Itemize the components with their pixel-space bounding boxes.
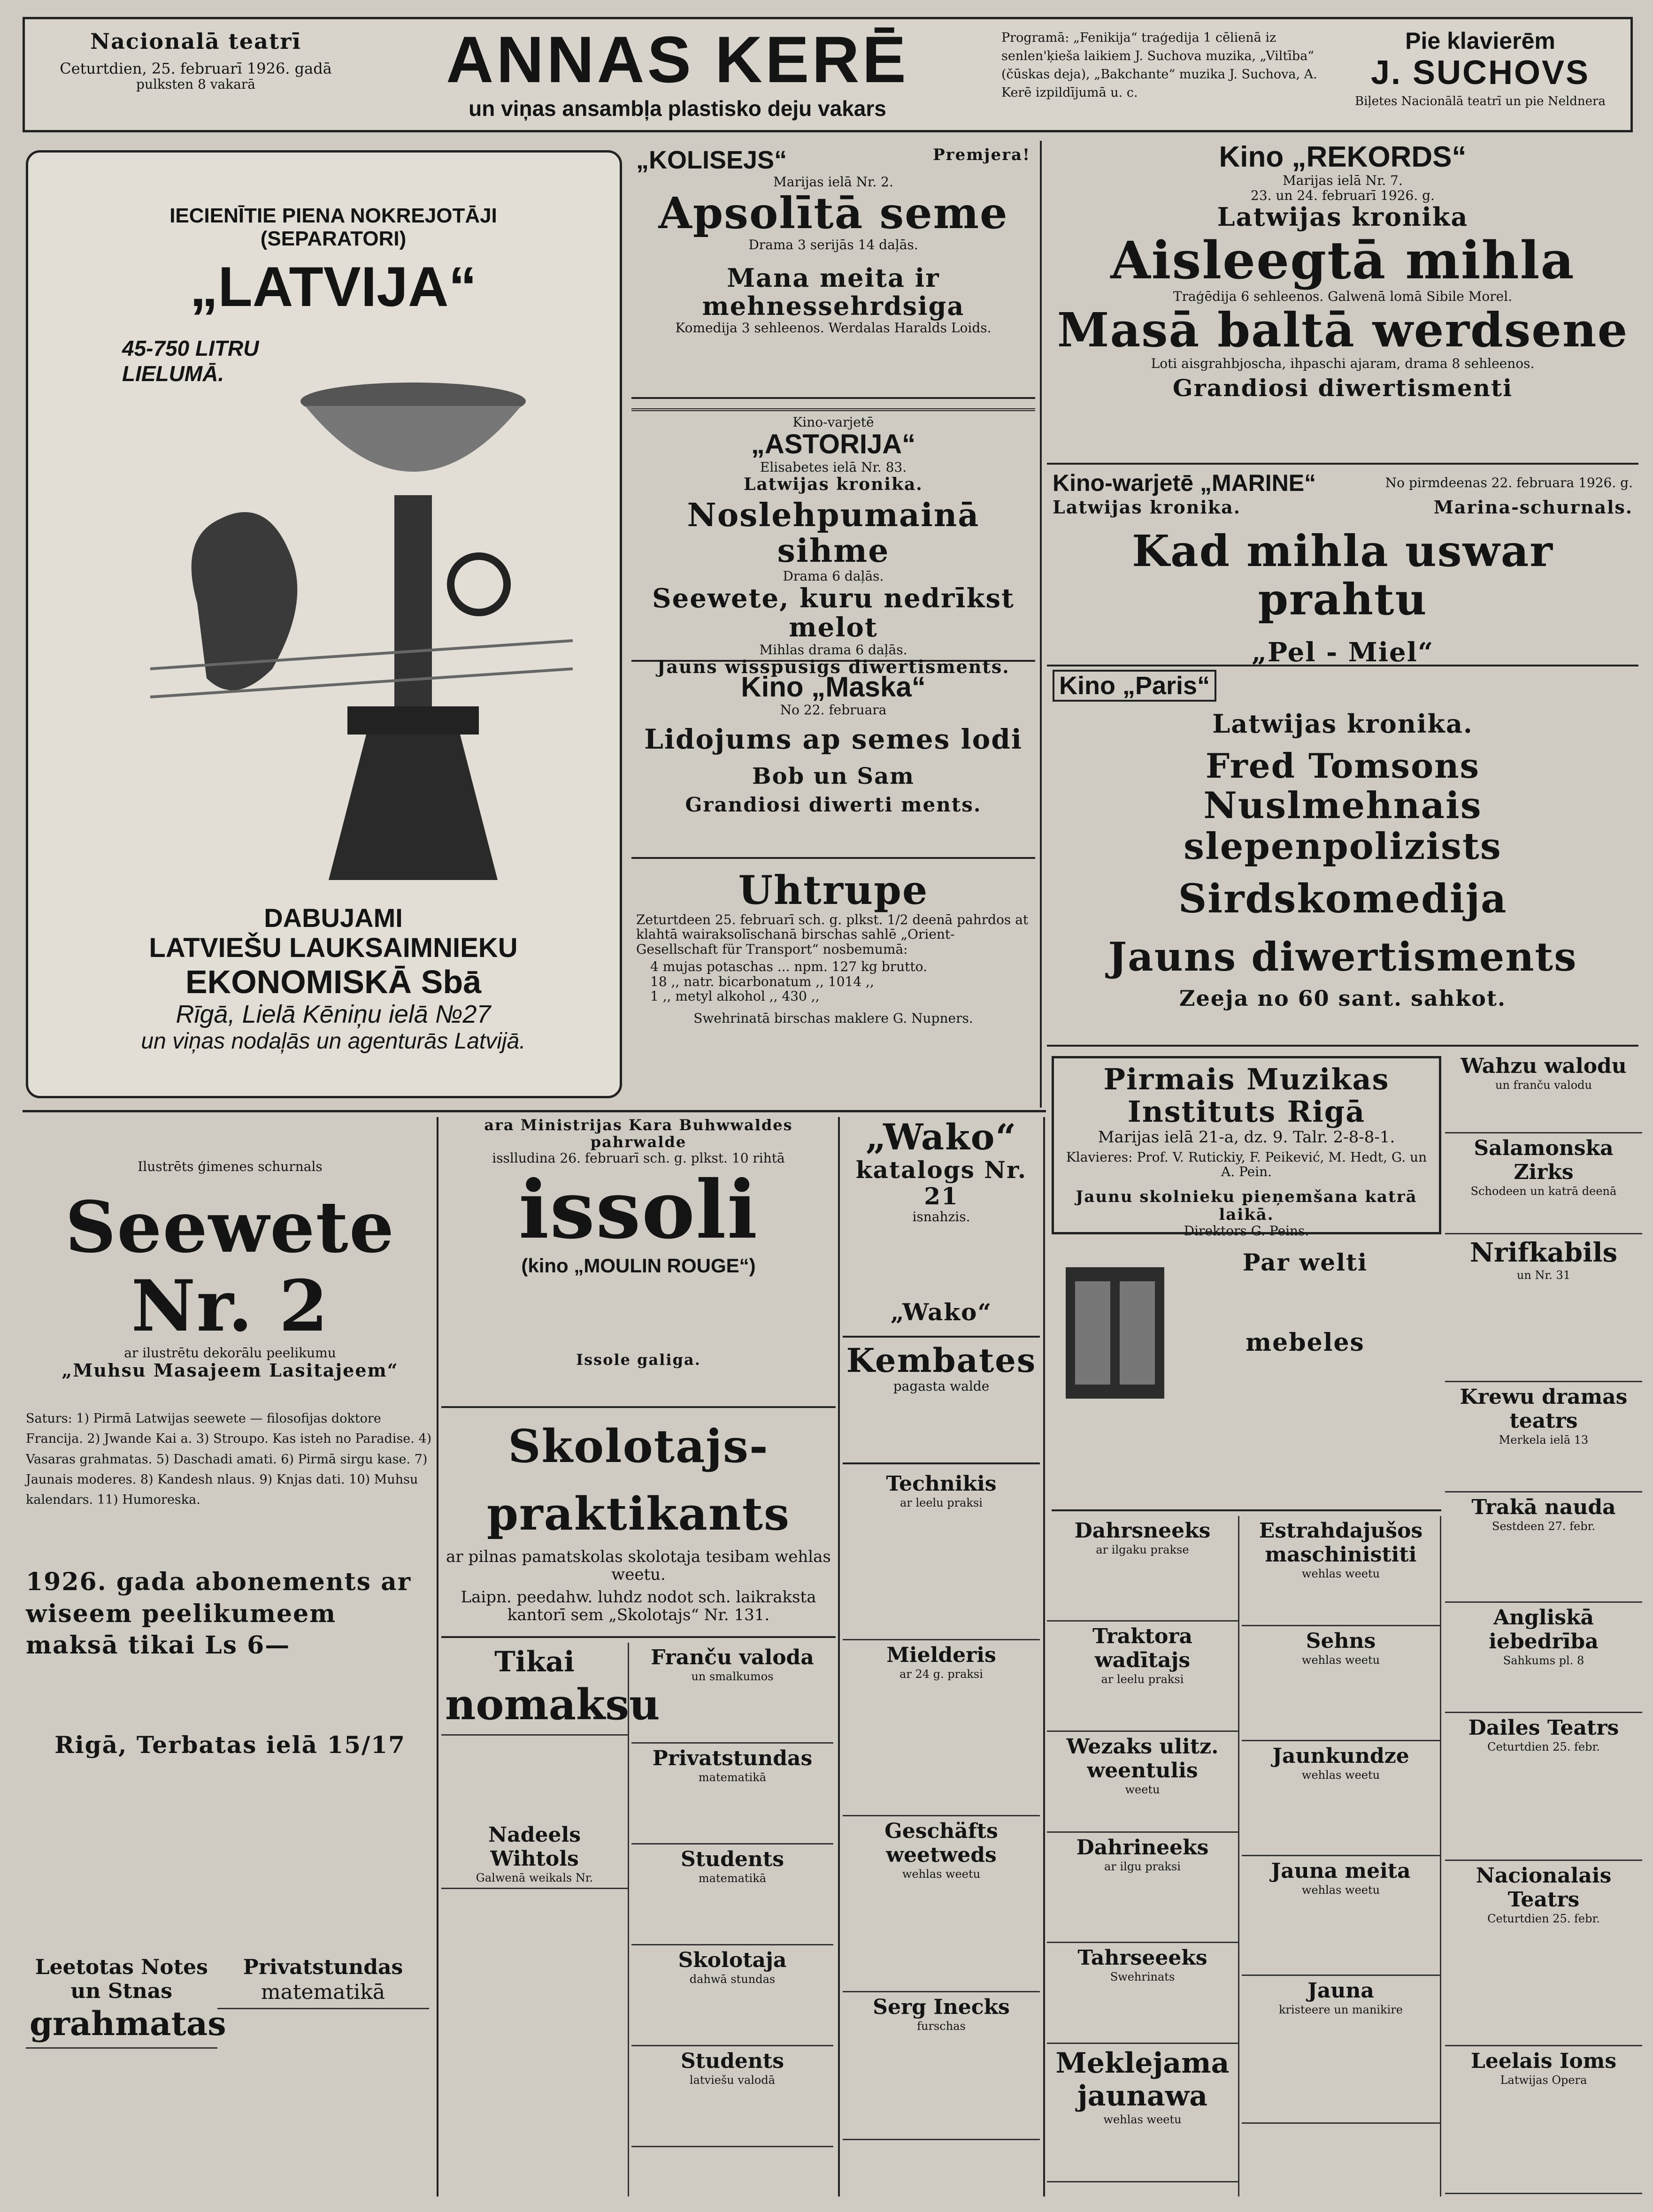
ad-address: Rīgā, Lielā Kēniņu ielā №27 (176, 1000, 491, 1029)
ad-head: Dailes Teatrs (1468, 1716, 1619, 1740)
mid-ad (631, 1945, 833, 2046)
ad-wihtols (441, 1820, 628, 1889)
ad-head: Franču valoda (651, 1646, 814, 1669)
skolotajs-text: ar pilnas pamatskolas skolotaja tesibam wehlas weetu. (446, 1547, 831, 1584)
ad-capacity: 45-750 LITRU LIELUMĀ. (122, 336, 259, 386)
music-closing: Jaunu skolnieku pieņemšana katrā laikā. (1076, 1187, 1417, 1224)
wako-ad (843, 1117, 1040, 1338)
ad-head: Geschäfts weetweds (884, 1819, 998, 1867)
ad-head: Krewu dramas teatrs (1460, 1385, 1628, 1433)
wako-name: „Wako“ (890, 1298, 992, 1326)
far-ad (1445, 1603, 1642, 1713)
wako-sub: isnahzis. (912, 1209, 970, 1225)
rekords-film2: Masā baltā werdsene (1057, 302, 1629, 358)
astorija-news: Latwijas kronika. (744, 474, 923, 494)
column-rule-4 (1043, 1117, 1045, 2197)
right-ad (1047, 1943, 1238, 2044)
ad-head: Wahzu walodu (1461, 1054, 1627, 1078)
left-mid-ads (441, 1643, 660, 2197)
astorija-film2: Seewete, kuru nedrīkst melot (652, 582, 1015, 643)
ad-body: weetu (1125, 1783, 1160, 1796)
left-ad-body: matematikā (261, 1980, 385, 2004)
ad-footer (122, 903, 545, 1091)
issoli-date: isslludina 26. februarī sch. g. plkst. 10 rihtā (492, 1150, 785, 1166)
ad-body: Schodeen un katrā deenā (1470, 1185, 1617, 1198)
ad-head: Technikis (886, 1472, 997, 1496)
auction-notice (631, 868, 1035, 1094)
right-ad (1047, 1833, 1238, 1943)
pianist-name: J. SUCHOVS (1370, 54, 1590, 92)
paris-price: Zeeja no 60 sant. sahkot. (1179, 985, 1507, 1011)
par-welti-sub: mebeles (1246, 1328, 1365, 1357)
ad-head: Traktora wadītajs (1092, 1624, 1193, 1672)
ad-body: un franču valodu (1495, 1079, 1592, 1092)
maska-name: Kino „Maska“ (741, 671, 926, 703)
ad-body: wehlas weetu (902, 1868, 981, 1881)
mid-ad (631, 2046, 833, 2147)
far-ad (1445, 1051, 1642, 1133)
kolisejs-film2: Mana meita ir mehnessehrdsiga (702, 262, 965, 321)
astorija-desc2: Mihlas drama 6 daļās. (759, 642, 907, 658)
issoli-where: (kino „MOULIN ROUGE“) (521, 1255, 756, 1277)
ad-head: Students (681, 2049, 784, 2073)
ad-head: Skolotaja (678, 1948, 787, 1972)
mid2-ad (843, 1469, 1040, 1640)
astorija-desc1: Drama 6 daļās. (783, 568, 884, 584)
paris-extra: Jauns diwertisments (1108, 933, 1577, 980)
skolotajs-apply: Laipn. peedahw. luhdz nodot sch. laikraksta kantorī sem „Skolotajs“ Nr. 131. (461, 1588, 816, 1625)
seewete-content: Saturs: 1) Pirmā Latwijas seewete — filosofijas doktore Francija. 2) Jwande Kai a. 3) Stroupo. Kas isteh no Paradise. 4) Vasaras grahmatas. 5) Daschadi amati. 6) Pirmā sirgu kase. 7) Jaunais moderes. 8) Kandesh nlaus. 9) Knjas dati. 10) Muhsu kalendars. 11) Humoreska. (26, 1411, 432, 1508)
wako-title: „Wako“ (865, 1116, 1017, 1158)
mid-ads-column (631, 1643, 833, 2197)
ad-body: Swehrinats (1110, 1970, 1175, 1983)
auction-title: Uhtrupe (738, 867, 929, 913)
ad-body: Ceturtdien 25. febr. (1487, 1912, 1600, 1925)
right-ad (1242, 1741, 1440, 1856)
seewete-sub: ar ilustrētu dekorālu peelikumu (124, 1345, 336, 1361)
ad-head: Privatstundas (652, 1746, 813, 1770)
far-ad (1445, 1713, 1642, 1861)
astorija-ad (631, 408, 1035, 678)
astorija-extra: Jauns wisspusigs diwertisments. (657, 656, 1010, 678)
mid2-ad (843, 1816, 1040, 1992)
far-ad (1445, 1133, 1642, 1234)
marine-ad (1047, 469, 1638, 666)
ad-head: Tikai (494, 1646, 575, 1678)
separator-illustration (150, 340, 573, 903)
astorija-pre: Kino-varjetē (792, 414, 874, 430)
par-welti-title: Par welti (1242, 1248, 1368, 1276)
right-ad (1242, 1976, 1440, 2124)
pianist-info (1335, 28, 1626, 126)
maska-date: No 22. februara (780, 702, 887, 718)
separator-advertisement (26, 150, 622, 1098)
ad-org1: LATVIEŠU LAUKSAIMNIEKU (149, 932, 518, 963)
right-ads-col-b (1242, 1516, 1441, 2197)
ad-head: Dahrsneeks (1074, 1519, 1211, 1543)
separator-ad-text (122, 204, 545, 326)
wako-cat: katalogs Nr. 21 (855, 1156, 1027, 1210)
mid-ad (631, 1744, 833, 1845)
left-small-ads (26, 1952, 434, 2197)
ad-head: Salamonska Zirks (1474, 1136, 1614, 1184)
issoli-tag: Issole galiga. (576, 1351, 701, 1369)
ad-head: Trakā nauda (1471, 1495, 1616, 1519)
auction-row-2: 18 ,, natr. bicarbonatum ,, 1014 ,, (650, 973, 874, 989)
ad-body: Sestdeen 27. febr. (1492, 1520, 1596, 1533)
music-institute-ad (1052, 1056, 1441, 1239)
ad-head: Serg Inecks (873, 1995, 1010, 2019)
ad-head: Nadeels Wihtols (488, 1822, 581, 1871)
ad-body: latviešu valodā (689, 2074, 776, 2087)
rekords-desc2: Loti aisgrahbjoscha, ihpaschi ajaram, drama 8 sehleenos. (1151, 356, 1535, 372)
par-welti-ad (1052, 1248, 1441, 1511)
paris-ad (1047, 671, 1638, 1047)
ad-brand: „LATVIJA“ (190, 255, 477, 318)
kembates-ad (843, 1342, 1040, 1464)
ad-body: furschas (917, 2020, 966, 2033)
left-ad-head: Privatstundas (243, 1955, 403, 1979)
ad-line1: IECIENĪTIE PIENA NOKREJOTĀJI (SEPARATORI) (169, 204, 497, 251)
column-rule-3 (838, 1117, 840, 2197)
far-ad (1445, 1234, 1642, 1382)
kembates-title: Kembates (846, 1341, 1037, 1380)
marine-news: Latwijas kronika. (1053, 497, 1241, 518)
ad-head: Leelais Ioms (1470, 2049, 1617, 2073)
mid-ad (631, 1845, 833, 1945)
far-ad (1445, 1861, 1642, 2046)
rekords-addr: Marijas ielā Nr. 7. (1283, 173, 1403, 189)
ad-body: nomaksu (445, 1680, 660, 1730)
theatre-info (36, 30, 355, 128)
right-ad (1242, 1856, 1440, 1976)
ad-head: Tahrseeeks (1077, 1946, 1207, 1970)
right-ad (1047, 1622, 1238, 1732)
seewete-label: Ilustrēts ģimenes schurnals (138, 1159, 323, 1174)
auction-text: Zeturtdeen 25. februarī sch. g. plkst. 1/2 deenā pahrdos at klahtā wairaksolīschanā birschas sahlē „Orient-Gesellschaft für Transport“ nosbemumā: (636, 912, 1029, 957)
mid-ad (631, 1643, 833, 1744)
seewete-addr: Rigā, Terbatas ielā 15/17 (54, 1730, 406, 1759)
mid2-ad (843, 1640, 1040, 1816)
ad-body: Sahkums pl. 8 (1503, 1654, 1584, 1667)
ad-head: Meklejama jaunawa (1055, 2047, 1230, 2112)
ad-body: un Nr. 31 (1516, 1269, 1571, 1282)
ad-body: ar ilgu praksi (1104, 1860, 1181, 1873)
seewete-price: 1926. gada abonements ar wiseem peelikumeem maksā tikai Ls 6— (26, 1568, 412, 1660)
kembates-sub: pagasta walde (893, 1378, 990, 1394)
ad-head: Jaunkundze (1272, 1744, 1409, 1768)
maska-ad (631, 671, 1035, 859)
rekords-name: Kino „REKORDS“ (1219, 141, 1467, 173)
auction-row-1: 4 mujas potaschas ... npm. 127 kg brutto. (650, 959, 927, 975)
ticket-info: Biļetes Nacionālā teatrī un pie Neldnera (1355, 94, 1606, 108)
right-ad (1047, 1732, 1238, 1833)
piano-label: Pie klavierēm (1405, 28, 1555, 54)
kolisejs-tag: Premjera! (933, 145, 1030, 164)
paris-film2: Sirdskomedija (1178, 875, 1507, 922)
far-right-ads (1445, 1051, 1642, 2197)
ad-org2: EKONOMISKĀ Sbā (185, 963, 482, 1000)
performance-date: Ceturtdien, 25. februarī 1926. gadā (60, 59, 332, 77)
issoli-ad (441, 1117, 836, 1408)
wardrobe-illustration (1061, 1263, 1169, 1403)
astorija-addr: Elisabetes ielā Nr. 83. (760, 459, 907, 475)
ad-tikai (441, 1643, 660, 1736)
top-banner (23, 17, 1633, 132)
far-ad (1445, 2046, 1642, 2194)
kolisejs-addr: Marijas ielā Nr. 2. (773, 174, 893, 190)
music-director: Direktors G. Peins. (1184, 1223, 1309, 1239)
headline-subtitle: un viņas ansambļa plastisko deju vakars (469, 96, 886, 121)
auction-row-3: 1 ,, metyl alkohol ,, 430 ,, (650, 988, 820, 1004)
ad-body: un smalkumos (691, 1670, 774, 1683)
column-rule-2 (437, 1117, 438, 2197)
kolisejs-desc1: Drama 3 serijās 14 daļās. (748, 237, 918, 253)
rekords-film1: Aisleegtā mihla (1110, 230, 1575, 291)
ad-body: matematikā (698, 1771, 767, 1784)
marine-film: Kad mihla uswar prahtu (1132, 526, 1553, 625)
kolisejs-desc2: Komedija 3 sehleenos. Werdalas Haralds Loids. (675, 320, 992, 336)
rekords-dates: 23. un 24. februarī 1926. g. (1251, 187, 1435, 203)
ad-head: Dahrineeks (1076, 1836, 1209, 1860)
left-ad-head: Leetotas Notes un Stnas (35, 1955, 208, 2003)
left-ad-body: grahmatas (30, 2004, 226, 2043)
program-text (1001, 29, 1330, 127)
headline-block (363, 23, 992, 131)
marine-journal: Marina-schurnals. (1433, 497, 1633, 518)
kolisejs-ad (631, 145, 1035, 399)
rekords-desc1: Traģēdija 6 sehleenos. Galwenā lomā Sibile Morel. (1173, 288, 1513, 304)
left-ad-2 (217, 1952, 429, 2009)
skolotajs-title: Skolotajs-praktikants (486, 1420, 791, 1540)
right-ad (1242, 1626, 1440, 1741)
seewete-title: Seewete Nr. 2 (65, 1186, 395, 1348)
ad-body: matematikā (698, 1872, 767, 1885)
ad-body: ar leelu praksi (900, 1496, 983, 1509)
paris-news: Latwijas kronika. (1212, 709, 1473, 739)
ad-body: ar leelu praksi (1101, 1673, 1184, 1686)
ad-body: kristeere un manikire (1279, 2003, 1403, 2016)
music-teachers: Klavieres: Prof. V. Rutickiy, F. Peikević, M. Hedt, G. un A. Pein. (1066, 1149, 1427, 1180)
ad-head: Jauna meita (1271, 1859, 1411, 1883)
maska-extra: Grandiosi diwerti ments. (685, 793, 982, 817)
performance-time: pulksten 8 vakarā (136, 77, 255, 92)
right-ad (1242, 1516, 1440, 1626)
ad-body: wehlas weetu (1301, 1768, 1380, 1782)
ad-body: Ceturtdien 25. febr. (1487, 1740, 1600, 1753)
auction-sign: Swehrinatā birschas maklere G. Nupners. (693, 1010, 973, 1026)
ad-head: Students (681, 1847, 784, 1871)
kolisejs-film1: Apsolītā seme (658, 188, 1008, 239)
far-ad (1445, 1382, 1642, 1493)
maska-film1: Lidojums ap semes lodi (644, 723, 1023, 755)
ad-body: wehlas weetu (1301, 1567, 1380, 1580)
seewete-ad (26, 1117, 434, 1948)
seewete-sub2: „Muhsu Masajeem Lasitajeem“ (62, 1359, 399, 1381)
ad-head: Sehns (1306, 1629, 1376, 1653)
ad-body: wehlas weetu (1301, 1653, 1380, 1667)
ad-body: ar ilgaku prakse (1096, 1543, 1189, 1556)
ad-body: wehlas weetu (1103, 2113, 1182, 2126)
column-rule-1 (1040, 141, 1042, 1108)
ad-body: Latwijas Opera (1500, 2074, 1587, 2087)
ad-head: Estrahdajušos maschinistiti (1259, 1519, 1423, 1567)
ad-available: DABUJAMI (264, 903, 403, 933)
paris-film1: Nuslmehnais slepenpolizists (1184, 784, 1502, 868)
right-ad (1047, 1516, 1238, 1622)
ad-body: ar 24 g. praksi (900, 1668, 983, 1681)
headline-title: ANNAS KERĒ (446, 23, 909, 96)
astorija-film1: Noslehpumainā sihme (687, 496, 980, 570)
ad-head: Jauna (1307, 1979, 1374, 2003)
issoli-hdr: ara Ministrijas Kara Buhwwaldes pahrwalde (484, 1116, 793, 1151)
rekords-ad (1047, 141, 1638, 465)
theatre-name: Nacionalā teatrī (90, 29, 301, 54)
paris-name: Kino „Paris“ (1053, 670, 1216, 702)
mid2-ad (843, 1992, 1040, 2140)
ad-body: Galwenā weikals Nr. (476, 1871, 593, 1884)
marine-extra: „Pel - Miel“ (1251, 637, 1434, 668)
paris-star: Fred Tomsons (1206, 746, 1480, 786)
maska-film2: Bob un Sam (752, 763, 915, 789)
ad-head: Nrifkabils (1469, 1237, 1618, 1268)
left-ad-1 (26, 1952, 226, 2049)
ad-body: dahwā stundas (689, 1973, 776, 1986)
ad-head: Mielderis (886, 1643, 996, 1667)
kolisejs-name: „KOLISEJS“ (636, 146, 787, 174)
music-addr: Marijas ielā 21-a, dz. 9. Talr. 2-8-8-1. (1098, 1127, 1395, 1147)
ad-body: wehlas weetu (1301, 1883, 1380, 1897)
horizontal-rule (23, 1110, 1046, 1112)
right-ad (1047, 2044, 1238, 2182)
mid-ads-column-2 (843, 1469, 1040, 2197)
ad-head: Wezaks ulitz. weentulis (1066, 1735, 1219, 1783)
marine-date: No pirmdeenas 22. februara 1926. g. (1385, 475, 1633, 490)
ad-agencies: un viņas nodaļās un agenturās Latvijā. (141, 1028, 526, 1054)
program-description: Programā: „Fenikija“ traģedija 1 cēlienā iz senlen'ķieša laikiem J. Suchova muzika, „Viltība“ (čūskas deja), „Bakchante“ muzika J. Suchova, A. Kerē izpildījumā u. c. (1001, 31, 1317, 100)
right-ads-col-a (1047, 1516, 1239, 2197)
ad-body: Merkela ielā 13 (1499, 1433, 1589, 1447)
far-ad (1445, 1493, 1642, 1603)
rekords-extra: Grandiosi diwertismenti (1172, 374, 1513, 402)
ad-head: Angliskā iebedrība (1489, 1606, 1599, 1653)
marine-name: Kino-warjetē „MARINE“ (1053, 470, 1316, 496)
issoli-title: issoli (518, 1163, 759, 1257)
skolotajs-ad (441, 1413, 836, 1638)
music-title: Pirmais Muzikas Instituts Rigā (1103, 1062, 1390, 1129)
rekords-news: Latwijas kronika (1217, 202, 1468, 232)
ad-head: Nacionalais Teatrs (1476, 1864, 1612, 1912)
astorija-name: „ASTORIJA“ (751, 429, 916, 460)
